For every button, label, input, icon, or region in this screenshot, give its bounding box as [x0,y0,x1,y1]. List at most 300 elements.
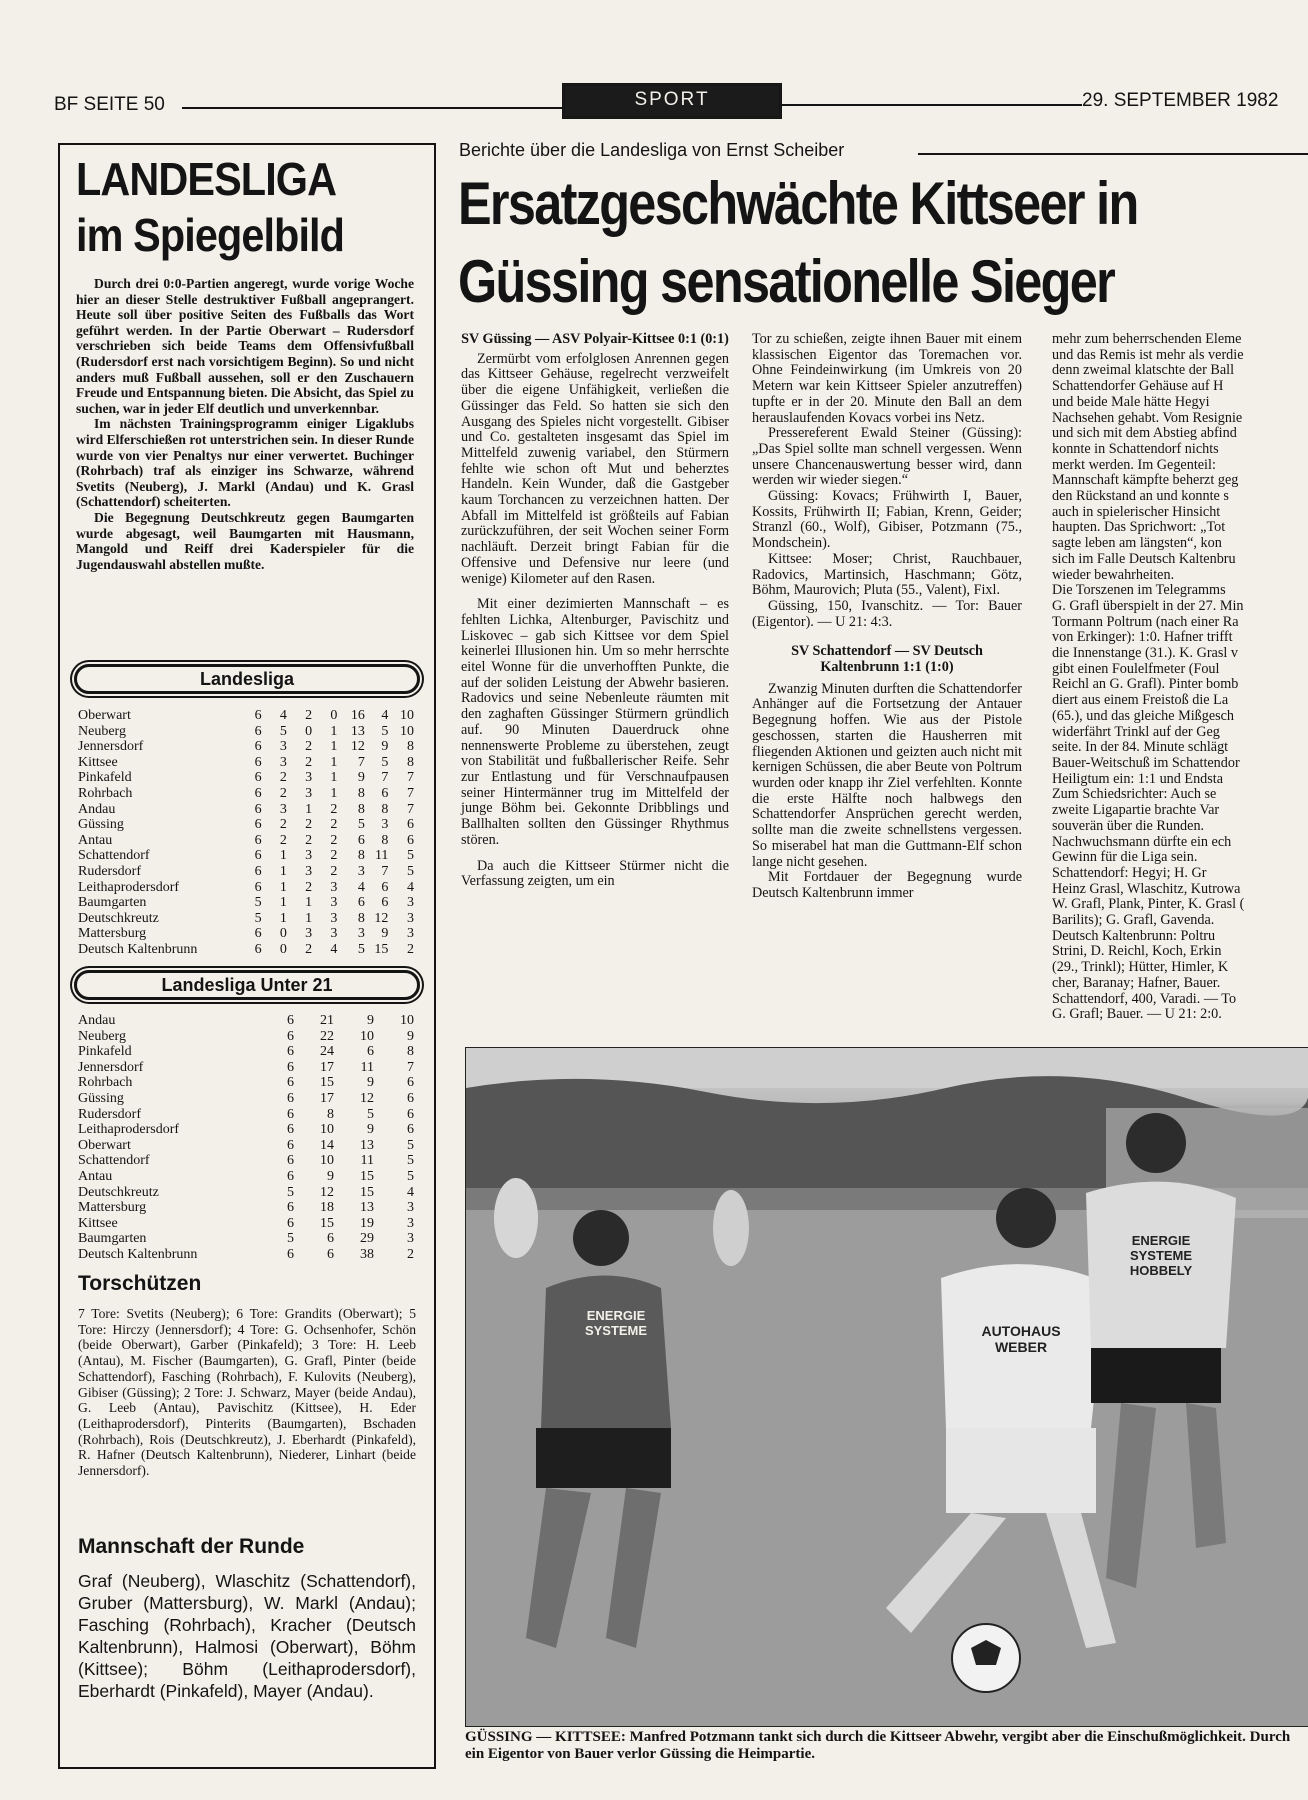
stat-cell: 2 [279,832,287,848]
stat-cell: 3 [407,895,414,911]
team-name: Baumgarten [78,1231,147,1247]
match-heading: SV Schattendorf — SV Deutsch Kaltenbrunn 1:1 (1:0) [791,643,983,676]
stat-cell: 6 [254,848,262,864]
table-row [78,817,414,833]
article-line: Nachwuchsmann dürfte ein ech [1052,833,1232,850]
stat-cell: 3 [330,895,338,911]
stat-cell: 3 [407,910,414,926]
stat-cell: 3 [279,801,287,817]
sidebar-intro [76,276,414,572]
team-name: Pinkafeld [78,1044,132,1060]
stat-cell: 8 [357,801,365,817]
article-line: W. Grafl, Plank, Pinter, K. Grasl ( [1052,896,1245,913]
stat-cell: 8 [381,832,389,848]
article-line: (65.), und das gleiche Mißgesch [1052,707,1235,724]
article-line: konnte in Schattendorf nichts [1052,440,1219,457]
stat-cell: 0 [330,708,338,723]
stat-cell: 2 [305,832,313,848]
stat-cell: 2 [305,817,313,833]
headline-frame [458,168,1308,328]
scorers-list: 7 Tore: Svetits (Neuberg); 6 Tore: Grandits (Oberwart); 5 Tore: Hirczy (Jennersdorf); 4 Tore: G. Ochsenhofer, Schön (beide Oberwart), Garber (Pinkafeld); 3 Tore: H. Leeb (Antau), M. Fischer (Baumgarten), G. Grafl, Pinter (beide Schattendorf), Fasching (Rohrbach), F. Kulovits (Neuberg), Gibiser (Güssing); 2 Tore: J. Schwarz, Mayer (beide Andau), G. Leeb (Antau), Pavischitz (Kittsee), H. Eder (Leithaprodersdorf), Pinterits (Baumgarten), Bschaden (Rohrbach), Rois (Deutschkreutz), J. Eberhardt (Pinkafeld), R. Hafner (Deutsch Kaltenbrunn), Niederer, Linhart (beide Jennersdorf). [78,1306,416,1479]
article-column-1 [461,332,729,890]
team-name: Antau [78,1168,113,1184]
table-row [78,864,414,880]
match-photo [465,1047,1308,1727]
stat-cell: 5 [407,863,414,879]
stat-cell: 5 [279,723,287,739]
stat-cell: 3 [305,848,313,864]
stat-cell: 3 [279,739,287,755]
stat-cell: 6 [357,895,365,911]
table-row [78,770,414,786]
stat-cell: 7 [381,770,389,786]
article-paragraph: Zermürbt vom erfolglosen Anrennen gegen das Kittseer Gehäuse, regelrecht verzweifelt über die eigene Unfähigkeit, verließen die Güssinger das Feld. So hatten sie sich den Ausgang des Spieles nicht vorgestellt. Gibiser und Co. gestalteten insgesamt das Spiel im Mittelfeld zuwenig variabel, den Stürmern fehlte wie schon oft Mut und beherztes Handeln. Kein Wunder, daß die Gastgeber kaum Torchancen zu verzeichnen hatten. Der Abfall im Mittelfeld ist größteils auf Fabian zurückzuführen, der seit Wochen seiner Form nachläuft. Derzeit bringt Fabian für die Offensive und Defensive nur leere (und wenige) Kilometer auf den Rasen. [461,350,729,587]
stat-cell: 10 [360,1028,374,1044]
stat-cell: 6 [254,863,262,879]
article-line: G. Grafl überspielt in der 27. Min [1052,597,1244,614]
stat-cell: 2 [305,879,313,895]
stat-cell: 5 [381,754,389,770]
article-line: Die Torszenen im Telegramms [1052,582,1226,599]
article-line: und sich mit dem Abstieg abfind [1052,425,1237,442]
stat-cell: 15 [360,1168,374,1184]
stat-cell: 6 [407,832,414,848]
stat-cell: 2 [330,848,338,864]
shirt-sponsor-text: ENERGIE SYSTEME [584,1308,648,1338]
sidebar-title-line1: LANDESLIGA [76,153,337,205]
table-row [78,739,414,755]
table-row [78,1060,414,1076]
stat-cell: 5 [367,1106,374,1122]
stat-cell: 6 [254,739,262,755]
team-name: Schattendorf [78,848,150,864]
article-line: und beide Male hätte Hegyi [1052,393,1210,410]
stat-cell: 15 [374,941,389,957]
stat-cell: 2 [330,817,338,833]
stat-cell: 2 [279,785,287,801]
team-of-round-heading: Mannschaft der Runde [78,1535,305,1558]
stat-cell: 3 [357,926,365,942]
stat-cell: 6 [254,817,262,833]
table-row [78,833,414,849]
table-row [78,880,414,896]
stat-cell: 7 [381,863,389,879]
stat-cell: 16 [350,708,365,723]
stat-cell: 6 [254,754,262,770]
table-title-unter21: Landesliga Unter 21 [74,970,420,1000]
team-name: Andau [78,801,116,817]
team-name: Mattersburg [78,1200,147,1216]
intro-paragraph: Die Begegnung Deutschkreutz gegen Baumgarten wurde abgesagt, weil Baumgarten mit Hausmann, Mangold und Reiff drei Kaderspieler für die Jugendauswahl abstellen mußte. [76,509,414,572]
team-name: Rohrbach [78,1075,133,1091]
standings-table-unter21 [78,1013,414,1263]
stat-cell: 1 [330,770,338,786]
stat-cell: 3 [305,926,313,942]
stat-cell: 6 [254,785,262,801]
stat-cell: 6 [287,1137,294,1153]
article-line: Heinz Grasl, Wlaschitz, Kutrowa [1052,880,1241,897]
stat-cell: 1 [330,723,338,739]
team-of-round-list: Graf (Neuberg), Wlaschitz (Schattendorf), Gruber (Mattersburg), W. Markl (Andau); Fasching (Rohrbach), Kracher (Deutsch Kaltenbrunn), Halmosi (Oberwart), Böhm (Kittsee); Böhm (Leithaprodersdorf), Eberhardt (Pinkafeld), Mayer (Andau). [78,1571,416,1701]
team-name: Güssing [78,817,124,833]
stat-cell: 2 [330,863,338,879]
stat-cell: 13 [350,723,365,739]
team-name: Antau [78,832,113,848]
article-paragraph: Mit einer dezimierten Mannschaft – es fehlten Lichka, Altenburger, Pavischitz und Liskovec – gab sich Kittsee vor dem Spiel keinerlei Illusionen hin. Um so mehr herrschte eitel Wonne für die unverhofften Punkte, die auf der soliden Leistung der Abwehr basieren. Radovics und seine Nebenleute räumten mit den zaghaften Güssinger Stürmern gründlich auf. 90 Minuten Dauerdruck ohne nennenswerte Probleme zu überstehen, zeugt von Stabilität und fußballerischer Reife. Sehr zur Entlastung und für Verschnaufpausen seiner Hintermänner trug im Mittelfeld der junge Böhm bei. Gekonnte Dribblings und Ballhalten sollten den Güssinger Rhythmus stören. [461,596,729,848]
team-name: Andau [78,1013,116,1028]
stat-cell: 15 [320,1215,334,1231]
stat-cell: 6 [254,941,262,957]
stat-cell: 2 [305,941,313,957]
table-row [78,724,414,740]
team-name: Deutsch Kaltenbrunn [78,941,198,957]
stat-cell: 6 [287,1059,294,1075]
team-name: Rudersdorf [78,1106,141,1122]
stat-cell: 6 [287,1246,294,1262]
stat-cell: 1 [279,863,287,879]
article-line: G. Grafl; Bauer. — U 21: 2:0. [1052,1006,1222,1023]
stat-cell: 10 [400,708,414,723]
stat-cell: 17 [320,1090,334,1106]
stat-cell: 12 [320,1184,334,1200]
stat-cell: 8 [407,1044,414,1060]
lineup-guessing: Güssing: Kovacs; Frühwirth I, Bauer, Kossits, Frühwirth II; Fabian, Krenn, Geider; Stranzl (60., Wolf), Gibiser, Potzmann (75., Mondschein). [752,488,1022,552]
stat-cell: 3 [330,926,338,942]
stat-cell: 5 [357,817,365,833]
stat-cell: 3 [407,1231,414,1247]
team-name: Mattersburg [78,926,147,942]
stat-cell: 2 [279,770,287,786]
stat-cell: 5 [381,723,389,739]
stat-cell: 2 [305,739,313,755]
table-row [78,786,414,802]
table-row [78,911,414,927]
stat-cell: 2 [279,817,287,833]
article-line: und das Remis ist mehr als verdie [1052,346,1244,363]
stat-cell: 0 [279,941,287,957]
intro-paragraph: Durch drei 0:0-Partien angeregt, wurde vorige Woche hier an dieser Stelle destruktiver Fußball angeprangert. Heute soll über positive Seiten des Fußballs das Wort geführt werden. In der Partie Oberwart – Rudersdorf verschrieben sich beide Teams dem Offensivfußball (Rudersdorf erst nach vorsichtigem Beginn). So und nicht anders muß Fußball aussehen, soll er den Zuschauern Freude und Entspannung bieten. Die Absicht, das Spiel zu suchen, war in jeder Elf deutlich und unverkennbar. [76,276,414,416]
article-line: auch in spielerischer Hinsicht [1052,503,1221,520]
stat-cell: 6 [407,1075,414,1091]
stat-cell: 1 [330,739,338,755]
article-column-2 [752,332,1022,902]
article-line: Schattendorf: Hegyi; H. Gr [1052,864,1207,881]
stat-cell: 2 [305,708,313,723]
stat-cell: 6 [407,1106,414,1122]
stat-cell: 6 [287,1013,294,1028]
table-row [78,1075,414,1091]
stat-cell: 11 [360,1059,374,1075]
article-line: Reichl an G. Grafl). Pinter bomb [1052,676,1239,693]
stat-cell: 4 [357,879,365,895]
table-row [78,926,414,942]
article-line: (29., Trinkl); Hütter, Himler, K [1052,959,1229,976]
stat-cell: 8 [407,739,414,755]
stat-cell: 6 [357,832,365,848]
stat-cell: 6 [381,785,389,801]
team-name: Pinkafeld [78,770,132,786]
article-line: wieder bewahrheiten. [1052,566,1175,583]
stat-cell: 3 [330,910,338,926]
stat-cell: 6 [287,1075,294,1091]
table-row [78,895,414,911]
stat-cell: 4 [330,941,338,957]
article-line: diert aus einem Freistoß die La [1052,692,1229,709]
intro-paragraph: Im nächsten Trainingsprogramm einiger Ligaklubs wird Elferschießen rot unterstrichen sein. In dieser Runde wurde von vier Penaltys nur einer verwertet. Buchinger (Rohrbach) traf als einziger ins Schwarze, während Svetits (Neuberg), J. Markl (Andau) und K. Grasl (Schattendorf) scheiterten. [76,416,414,510]
stat-cell: 8 [357,785,365,801]
team-name: Baumgarten [78,895,147,911]
stat-cell: 5 [287,1231,294,1247]
table-row [78,802,414,818]
stat-cell: 3 [279,754,287,770]
article-line: Bauer-Weitschuß im Schattendor [1052,754,1240,771]
stat-cell: 6 [287,1090,294,1106]
stat-cell: 9 [381,926,389,942]
stat-cell: 10 [320,1122,334,1138]
stat-cell: 10 [320,1153,334,1169]
stat-cell: 6 [407,1090,414,1106]
team-name: Leithaprodersdorf [78,1122,180,1138]
stat-cell: 6 [407,1122,414,1138]
stat-cell: 1 [305,910,313,926]
table-row [78,1107,414,1123]
stat-cell: 8 [327,1106,334,1122]
standings-table-landesliga [78,708,414,958]
article-line: Schattendorfer Gehäuse auf H [1052,378,1224,395]
team-name: Deutschkreutz [78,910,159,926]
stat-cell: 12 [374,910,389,926]
article-line: die Innenstange (31.). K. Grasl v [1052,645,1238,662]
stat-cell: 3 [407,926,414,942]
stat-cell: 5 [407,1153,414,1169]
stat-cell: 8 [381,801,389,817]
article-line: mehr zum beherrschenden Eleme [1052,332,1242,347]
team-name: Deutsch Kaltenbrunn [78,1246,198,1262]
stat-cell: 6 [287,1028,294,1044]
article-line: von Erkinger): 1:0. Hafner trifft [1052,629,1233,646]
stat-cell: 5 [407,1168,414,1184]
table-row [78,1169,414,1185]
article-paragraph: Mit Fortdauer der Begegnung wurde Deutsch Kaltenbrunn immer [752,869,1022,901]
stat-cell: 9 [367,1075,374,1091]
article-line: sagte leben am längsten“, kon [1052,535,1222,552]
table-row [78,1091,414,1107]
stat-cell: 6 [287,1200,294,1216]
stat-cell: 6 [254,770,262,786]
stat-cell: 29 [360,1231,374,1247]
article-line: seite. In der 84. Minute schlägt [1052,739,1229,756]
article-line: Barilits); G. Grafl, Gavenda. [1052,912,1215,929]
stat-cell: 3 [330,879,338,895]
stat-cell: 1 [305,895,313,911]
stat-cell: 7 [407,770,414,786]
stat-cell: 2 [407,941,414,957]
stat-cell: 4 [407,1184,414,1200]
scorers-heading: Torschützen [78,1272,202,1295]
stat-cell: 15 [360,1184,374,1200]
byline: Berichte über die Landesliga von Ernst Scheiber [459,140,845,160]
article-line: Tormann Poltrum (nach einer Ra [1052,613,1239,630]
article-paragraph: Tor zu schießen, zeigte ihnen Bauer mit einem klassischen Eigentor das Toremachen vor. Ohne Feindeinwirkung (im Umkreis von 20 Metern war kein Kittseer Spieler anzutreffen) tupfte er in der 20. Minute den Ball an dem herauslaufenden Kovacs vorbei ins Netz. [752,331,1022,426]
article-line: Gewinn für die Liga sein. [1052,849,1198,866]
table-row [78,1044,414,1060]
stat-cell: 12 [360,1090,374,1106]
stat-cell: 19 [360,1215,374,1231]
table-row [78,942,414,958]
table-row [78,1216,414,1232]
article-paragraph: Zwanzig Minuten durften die Schattendorfer Anhänger auf die Fortsetzung der Antauer Begegnung hoffen. Wie aus der Pistole geschossen, starten die Hausherren mit fliegenden Aktionen und geizten auch nicht mit kernigen Schüssen, die aber Beute von Poltrum wurden oder knapp ihr Ziel verfehlten. Konnte die erste Hälfte noch halbwegs den Schattendorfer Ansprüchen gerecht werden, sollte man die zweite schnellstens vergessen. So miserabel hat man die Guttmann-Elf schon lange nicht gesehen. [752,680,1022,870]
team-name: Jennersdorf [78,739,144,755]
stat-cell: 11 [374,848,389,864]
stat-cell: 7 [407,1059,414,1075]
stat-cell: 6 [287,1044,294,1060]
table-row [78,1247,414,1263]
shirt-sponsor-text: AUTOHAUS WEBER [981,1323,1061,1355]
table-row [78,1231,414,1247]
match-heading: SV Güssing — ASV Polyair-Kittsee 0:1 (0:1) [461,331,729,347]
stat-cell: 14 [320,1137,334,1153]
team-name: Neuberg [78,723,126,739]
match-photo-illustration [466,1048,1308,1726]
stat-cell: 3 [381,817,389,833]
stat-cell: 6 [287,1168,294,1184]
stat-cell: 1 [279,910,287,926]
match-facts: Güssing, 150, Ivanschitz. — Tor: Bauer (Eigentor). — U 21: 4:3. [752,597,1022,630]
stat-cell: 0 [279,926,287,942]
stat-cell: 3 [357,863,365,879]
article-line: Mannschaft kämpfte beherzt geg [1052,472,1239,489]
stat-cell: 6 [254,879,262,895]
stat-cell: 13 [360,1137,374,1153]
stat-cell: 9 [367,1122,374,1138]
stat-cell: 1 [279,848,287,864]
stat-cell: 1 [330,785,338,801]
article-line: haupten. Das Sprichwort: „Tot [1052,519,1226,536]
stat-cell: 6 [287,1153,294,1169]
stat-cell: 21 [320,1013,334,1028]
stat-cell: 4 [381,708,389,723]
sidebar-title-line2: im Spiegelbild [76,209,345,261]
article-line: denn zweimal klatschte der Ball [1052,362,1235,379]
article-line: Strini, D. Reichl, Koch, Erkin [1052,943,1222,960]
stat-cell: 18 [320,1200,334,1216]
article-column-3 [1052,332,1308,1032]
stat-cell: 3 [305,785,313,801]
stat-cell: 2 [330,832,338,848]
table-row [78,755,414,771]
stat-cell: 2 [305,754,313,770]
table-row [78,1153,414,1169]
stat-cell: 5 [407,1137,414,1153]
team-name: Rudersdorf [78,863,141,879]
photo-caption: GÜSSING — KITTSEE: Manfred Potzmann tankt sich durch die Kittseer Abwehr, vergibt aber die Einschußmöglichkeit. Durch ein Eigentor von Bauer verlor Güssing die Heimpartie. [465,1729,1291,1762]
stat-cell: 9 [407,1028,414,1044]
table-row [78,1200,414,1216]
stat-cell: 9 [367,1013,374,1028]
stat-cell: 6 [327,1246,334,1262]
stat-cell: 3 [407,1200,414,1216]
stat-cell: 5 [287,1184,294,1200]
article-paragraph: Pressereferent Ewald Steiner (Güssing): „Das Spiel sollte man schnell vergessen. Wenn unsere Chancenauswertung besser wird, dann werden wir wieder siegen.“ [752,425,1022,489]
team-name: Oberwart [78,708,131,723]
lineup-kittsee: Kittsee: Moser; Christ, Rauchbauer, Radovics, Martinsich, Haschmann; Götz, Böhm, Maurovich; Pluta (55., Valent), Fixl. [752,550,1022,599]
stat-cell: 1 [305,801,313,817]
article-line: merkt werden. Im Gegenteil: [1052,456,1216,473]
stat-cell: 2 [407,1246,414,1262]
article-line: widerfährt Trinkl auf der Geg [1052,723,1220,740]
stat-cell: 15 [320,1075,334,1091]
article-line: Deutsch Kaltenbrunn: Poltru [1052,927,1216,944]
article-line: Schattendorf, 400, Varadi. — To [1052,990,1237,1007]
article-line: sich im Falle Deutsch Kaltenbru [1052,550,1236,567]
stat-cell: 12 [350,739,365,755]
stat-cell: 1 [279,895,287,911]
stat-cell: 1 [279,879,287,895]
article-line: Nachsehen gehabt. Vom Resignie [1052,409,1243,426]
stat-cell: 5 [254,895,262,911]
table-row [78,848,414,864]
stat-cell: 13 [360,1200,374,1216]
stat-cell: 0 [305,723,313,739]
team-name: Deutschkreutz [78,1184,159,1200]
section-label: SPORT [562,83,782,119]
stat-cell: 9 [357,770,365,786]
team-name: Jennersdorf [78,1059,144,1075]
stat-cell: 4 [279,708,287,723]
headline-line2: Güssing sensationelle Sieger [458,248,1115,315]
table-row [78,1122,414,1138]
stat-cell: 5 [407,848,414,864]
table-title-landesliga: Landesliga [74,664,420,694]
stat-cell: 6 [254,801,262,817]
stat-cell: 6 [254,723,262,739]
team-name: Kittsee [78,754,118,770]
stat-cell: 9 [381,739,389,755]
team-name: Leithaprodersdorf [78,879,180,895]
stat-cell: 6 [287,1106,294,1122]
stat-cell: 6 [254,832,262,848]
article-line: den Rückstand an und konnte s [1052,488,1229,505]
stat-cell: 17 [320,1059,334,1075]
stat-cell: 10 [400,723,414,739]
table-row [78,1013,414,1029]
stat-cell: 2 [330,801,338,817]
stat-cell: 3 [407,1215,414,1231]
stat-cell: 11 [360,1153,374,1169]
stat-cell: 8 [357,848,365,864]
stat-cell: 38 [360,1246,374,1262]
article-line: zweite Ligapartie brachte Var [1052,802,1220,819]
byline-rule [918,153,1308,155]
shirt-sponsor-text: ENERGIE SYSTEME HOBBELY [1129,1233,1193,1278]
header-rule-right [780,104,1082,106]
article-line: gibt einen Foulelfmeter (Foul [1052,660,1220,677]
stat-cell: 24 [320,1044,334,1060]
article-line: souverän über die Runden. [1052,817,1205,834]
headline-line1: Ersatzgeschwächte Kittseer in [458,170,1138,237]
stat-cell: 5 [357,941,365,957]
stat-cell: 7 [407,785,414,801]
stat-cell: 8 [407,754,414,770]
stat-cell: 6 [254,926,262,942]
stat-cell: 7 [357,754,365,770]
team-name: Kittsee [78,1215,118,1231]
stat-cell: 6 [327,1231,334,1247]
stat-cell: 6 [407,817,414,833]
stat-cell: 4 [407,879,414,895]
stat-cell: 6 [254,708,262,723]
stat-cell: 5 [254,910,262,926]
